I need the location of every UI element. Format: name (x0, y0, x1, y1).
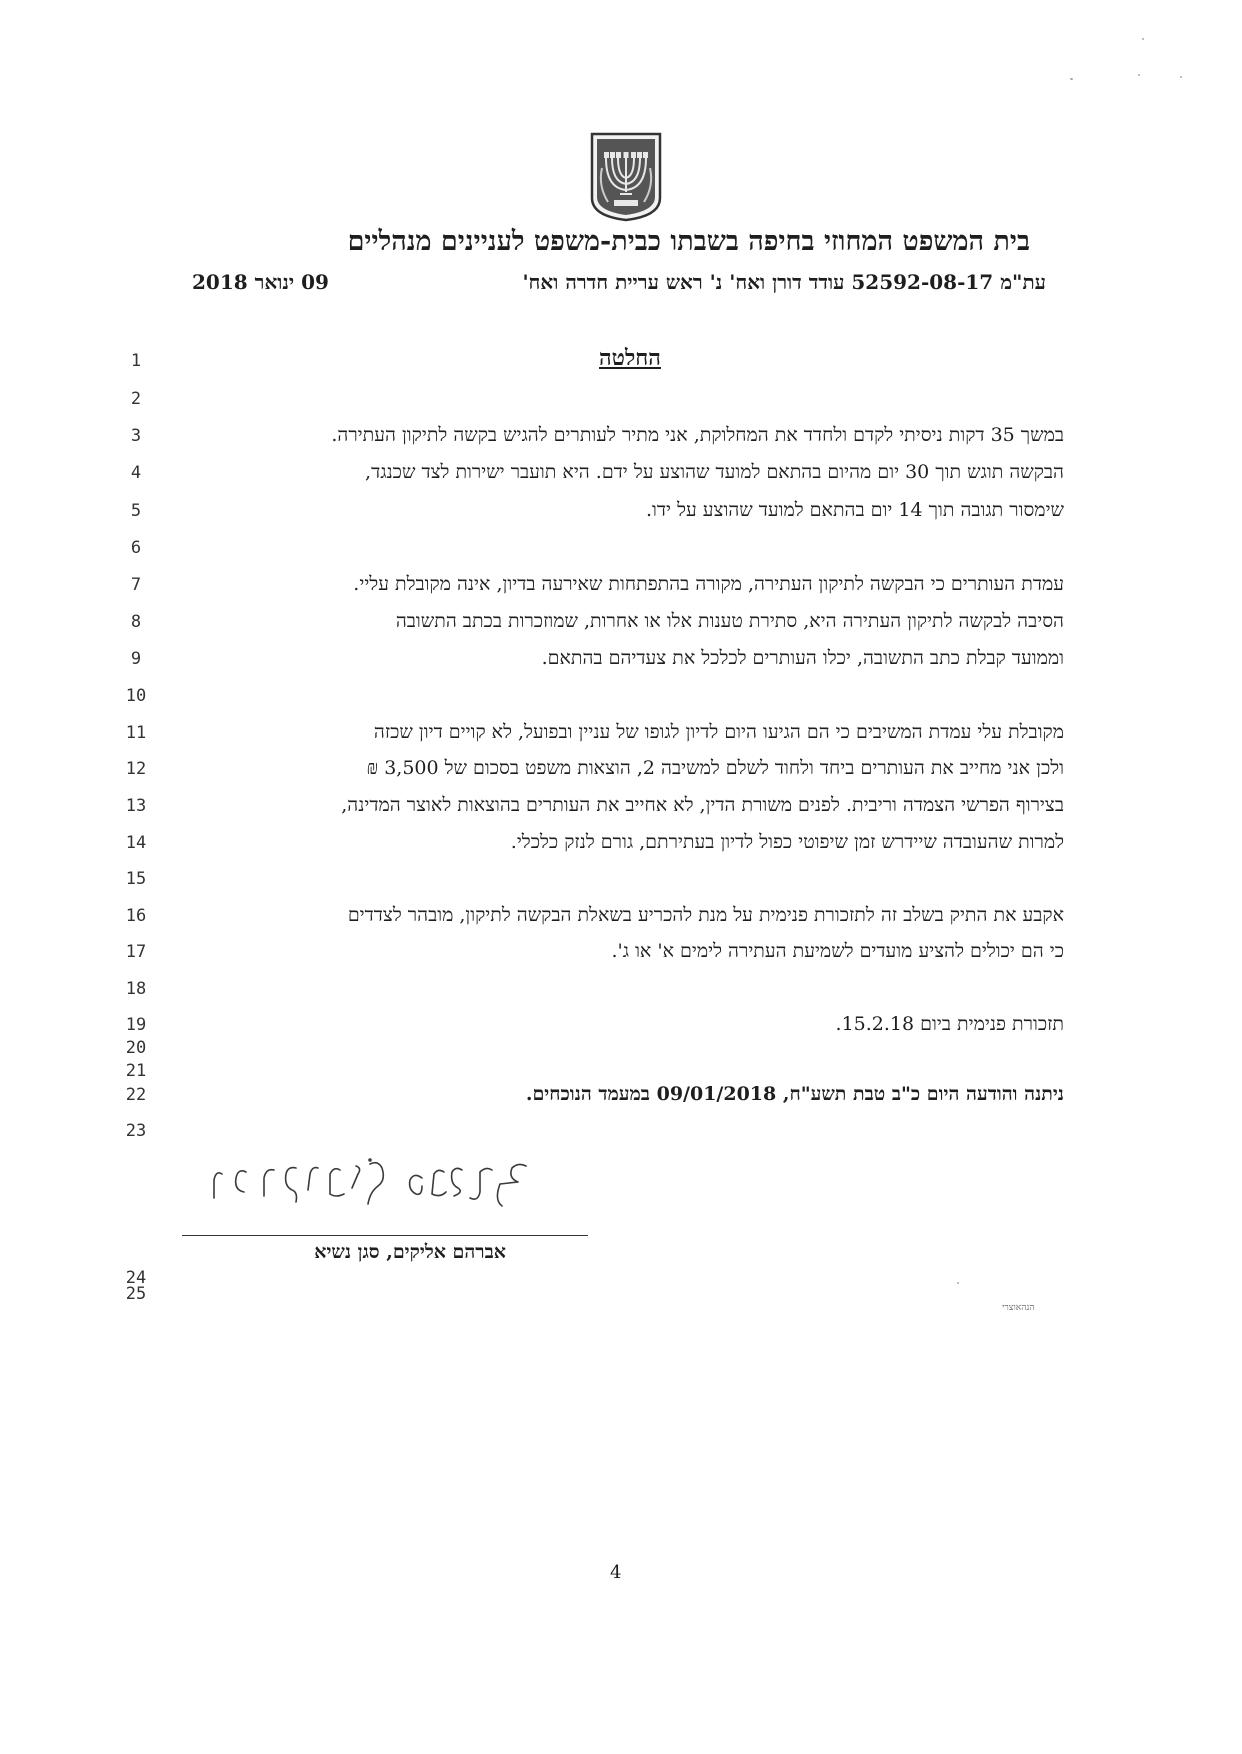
line-number: 11 (125, 723, 147, 743)
case-number-line: עת"מ 52592-08-17 עודד דורן ואח' נ' ראש עריית חדרה ואח' (522, 270, 1046, 294)
scan-speck (1142, 38, 1144, 40)
line-number: 10 (125, 686, 147, 706)
decision-line-7: עמדת העותרים כי הבקשה לתיקון העתירה, מקורה בהתפתחות שאירעה בדיון, אינה מקובלת עליי. (353, 573, 1064, 595)
decision-line-3: במשך 35 דקות ניסיתי לקדם ולחדד את המחלוקת, אני מתיר לעותרים להגיש בקשה לתיקון העתירה. (331, 424, 1064, 446)
signature-line (182, 1235, 588, 1236)
decision-line-13: בצירוף הפרשי הצמדה וריבית. לפנים משורת הדין, לא אחייב את העותרים בהוצאות לאוצר המדינה, (341, 794, 1064, 816)
decision-line-5: שימסור תגובה תוך 14 יום בהתאם למועד שהוצע על ידו. (646, 499, 1064, 521)
decision-line-12: ולכן אני מחייב את העותרים ביחד ולחוד לשלם למשיבה 2, הוצאות משפט בסכום של 3,500 ₪ (366, 757, 1064, 779)
decision-line-9: וממועד קבלת כתב התשובה, יכלו העותרים לכלכל את צעדיהם בהתאם. (541, 647, 1064, 669)
decision-line-11: מקובלת עלי עמדת המשיבים כי הם הגיעו היום לדיון לגופו של עניין ובפועל, לא קויים דיון שכזה (373, 721, 1064, 743)
state-emblem-icon (588, 132, 664, 222)
line-number: 22 (125, 1085, 147, 1105)
decision-line-22: ניתנה והודעה היום כ"ב טבת תשע"ח, 09/01/2018 במעמד הנוכחים. (525, 1083, 1064, 1105)
line-number: 23 (125, 1121, 147, 1141)
line-number: 13 (125, 796, 147, 816)
line-number: 21 (125, 1061, 147, 1081)
line-number: 8 (130, 612, 142, 632)
line-number: 20 (125, 1038, 147, 1058)
line-number: 12 (125, 759, 147, 779)
scan-speck (1180, 76, 1182, 78)
decision-date: 09 ינואר 2018 (192, 270, 329, 294)
line-number: 25 (125, 1284, 147, 1304)
line-number: 19 (125, 1015, 147, 1035)
line-number: 1 (130, 351, 142, 371)
court-name: בית המשפט המחוזי בחיפה בשבתו כבית-משפט לעניינים מנהליים (347, 226, 1030, 257)
decision-title: החלטה (599, 345, 661, 371)
handwritten-signature (200, 1148, 540, 1218)
decision-line-4: הבקשה תוגש תוך 30 יום מהיום בהתאם למועד שהוצע על ידם. היא תועבר ישירות לצד שכנגד, (365, 461, 1064, 483)
line-number: 2 (130, 389, 142, 409)
scan-speck (957, 1282, 959, 1284)
line-number: 6 (130, 538, 142, 558)
line-number: 9 (130, 649, 142, 669)
line-number: 17 (125, 942, 147, 962)
line-number: 5 (130, 501, 142, 521)
decision-line-19: תזכורת פנימית ביום 15.2.18. (835, 1013, 1064, 1035)
line-number: 18 (125, 979, 147, 999)
line-number: 4 (130, 463, 142, 483)
line-number: 7 (130, 575, 142, 595)
line-number: 16 (125, 906, 147, 926)
decision-line-17: כי הם יכולים להציע מועדים לשמיעת העתירה לימים א' או ג'. (611, 940, 1064, 962)
decision-line-14: למרות שהעובדה שיידרש זמן שיפוטי כפול לדיון בעתירתם, גורם לנזק כלכלי. (510, 831, 1064, 853)
scan-speck (1138, 74, 1140, 76)
decision-line-8: הסיבה לבקשה לתיקון העתירה היא, סתירת טענות אלו או אחרות, שמוזכרות בכתב התשובה (395, 610, 1064, 632)
scan-speck (1070, 78, 1073, 80)
page-number: 4 (610, 1562, 622, 1583)
line-number: 24 (125, 1268, 147, 1288)
decision-line-16: אקבע את התיק בשלב זה לתזכורת פנימית על מנת להכריע בשאלת הבקשה לתיקון, מובהר לצדדים (347, 904, 1064, 926)
typist-note: הנהאוצרי (1002, 1303, 1035, 1313)
line-number: 3 (130, 426, 142, 446)
judge-name-title: אברהם אליקים, סגן נשיא (314, 1241, 506, 1263)
line-number: 15 (125, 869, 147, 889)
line-number: 14 (125, 833, 147, 853)
